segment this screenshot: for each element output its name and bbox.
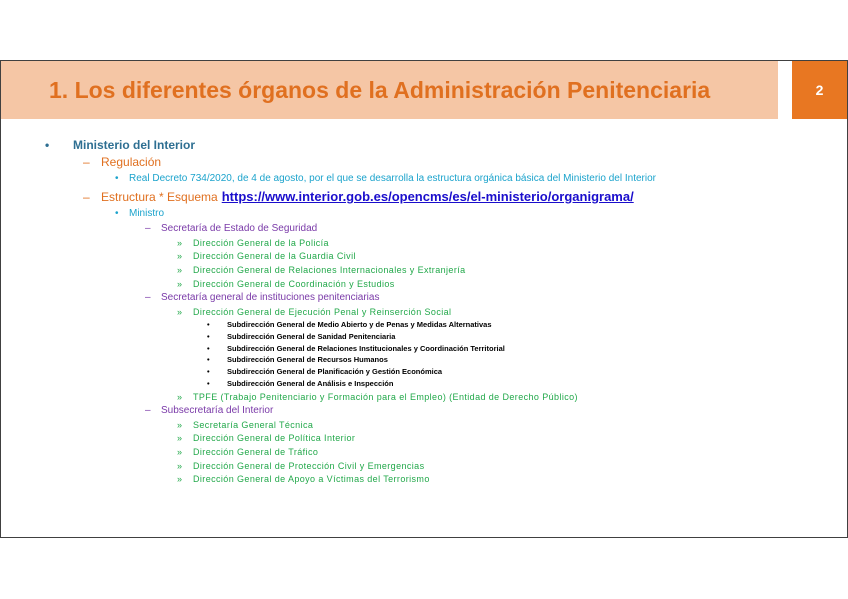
chevron-marker: » xyxy=(177,279,183,289)
item-text: Subsecretaría del Interior xyxy=(161,405,274,416)
item-text: Real Decreto 734/2020, de 4 de agosto, por el que se desarrolla la estructura orgánica básica del Ministerio del Interior xyxy=(129,173,656,184)
list-item xyxy=(207,379,393,388)
item-text: Dirección General de Apoyo a Víctimas del Terrorismo xyxy=(193,474,430,484)
list-item xyxy=(207,332,395,341)
title-bar xyxy=(1,61,778,119)
bullet-marker: • xyxy=(207,379,210,388)
list-item xyxy=(177,447,318,457)
list-item xyxy=(207,320,492,329)
bullet-marker: • xyxy=(115,173,119,184)
chevron-marker: » xyxy=(177,420,183,430)
outline-item-real-decreto xyxy=(115,173,656,184)
chevron-marker: » xyxy=(177,238,183,248)
item-text: Subdirección General de Análisis e Inspección xyxy=(227,379,394,388)
slide-title: 1. Los diferentes órganos de la Administración Penitenciaria xyxy=(49,77,711,103)
item-text: Dirección General de Ejecución Penal y Reinserción Social xyxy=(193,307,452,317)
item-text: Dirección General de Relaciones Internacionales y Extranjería xyxy=(193,265,466,275)
list-item xyxy=(177,433,355,443)
bullet-marker: • xyxy=(207,355,210,364)
outline-item-secretaria-penitenciarias xyxy=(145,292,379,303)
item-text: Secretaría General Técnica xyxy=(193,420,314,430)
item-text: Subdirección General de Planificación y Gestión Económica xyxy=(227,367,443,376)
item-text: Subdirección General de Recursos Humanos xyxy=(227,355,388,364)
list-item xyxy=(177,265,466,275)
item-text: Dirección General de Política Interior xyxy=(193,433,356,443)
list-item xyxy=(177,238,329,248)
item-text: Secretaría de Estado de Seguridad xyxy=(161,223,318,234)
outline-item-secretaria-seguridad xyxy=(145,223,317,234)
item-text: Ministerio del Interior xyxy=(73,138,196,152)
outline-item-subsecretaria xyxy=(145,405,273,416)
list-item xyxy=(207,344,505,353)
item-text: Dirección General de Coordinación y Estudios xyxy=(193,279,395,289)
organigrama-link[interactable]: https://www.interior.gob.es/opencms/es/el-ministerio/organigrama/ xyxy=(221,189,634,204)
chevron-marker: » xyxy=(177,307,183,317)
list-item xyxy=(207,367,442,376)
bullet-marker: • xyxy=(45,138,50,152)
chevron-marker: » xyxy=(177,461,183,471)
item-text: Dirección General de la Guardia Civil xyxy=(193,251,356,261)
item-text: Dirección General de la Policía xyxy=(193,238,329,248)
item-text: Ministro xyxy=(129,208,165,219)
bullet-marker: • xyxy=(115,208,119,219)
chevron-marker: » xyxy=(177,433,183,443)
dash-marker: – xyxy=(145,405,151,416)
outline-item-regulacion xyxy=(83,155,161,169)
item-text: Subdirección General de Sanidad Penitenciaria xyxy=(227,332,396,341)
chevron-marker: » xyxy=(177,251,183,261)
list-item xyxy=(177,392,578,402)
list-item xyxy=(177,420,313,430)
chevron-marker: » xyxy=(177,265,183,275)
outline-item-estructura xyxy=(83,189,634,204)
outline-item-ministerio xyxy=(45,138,195,152)
list-item xyxy=(177,251,356,261)
list-item xyxy=(177,461,425,471)
dash-marker: – xyxy=(83,155,90,169)
outline-item-ministro xyxy=(115,208,164,219)
list-item xyxy=(177,279,395,289)
item-text: Dirección General de Protección Civil y Emergencias xyxy=(193,461,425,471)
dash-marker: – xyxy=(145,223,151,234)
item-text: Subdirección General de Relaciones Institucionales y Coordinación Territorial xyxy=(227,344,505,353)
item-text: TPFE (Trabajo Penitenciario y Formación para el Empleo) (Entidad de Derecho Público) xyxy=(193,392,578,402)
dash-marker: – xyxy=(145,292,151,303)
chevron-marker: » xyxy=(177,447,183,457)
page-number: 2 xyxy=(792,61,847,119)
slide xyxy=(0,60,848,538)
item-text: Secretaría general de instituciones penitenciarias xyxy=(161,292,380,303)
item-text: Dirección General de Tráfico xyxy=(193,447,319,457)
bullet-marker: • xyxy=(207,367,210,376)
list-item xyxy=(177,474,430,484)
chevron-marker: » xyxy=(177,392,183,402)
bullet-marker: • xyxy=(207,332,210,341)
item-text: Estructura * Esquema xyxy=(101,189,218,204)
bullet-marker: • xyxy=(207,344,210,353)
item-text: Regulación xyxy=(101,155,162,169)
chevron-marker: » xyxy=(177,474,183,484)
item-text: Subdirección General de Medio Abierto y de Penas y Medidas Alternativas xyxy=(227,320,492,329)
bullet-marker: • xyxy=(207,320,210,329)
list-item xyxy=(177,307,451,317)
list-item xyxy=(207,355,388,364)
dash-marker: – xyxy=(83,189,90,204)
